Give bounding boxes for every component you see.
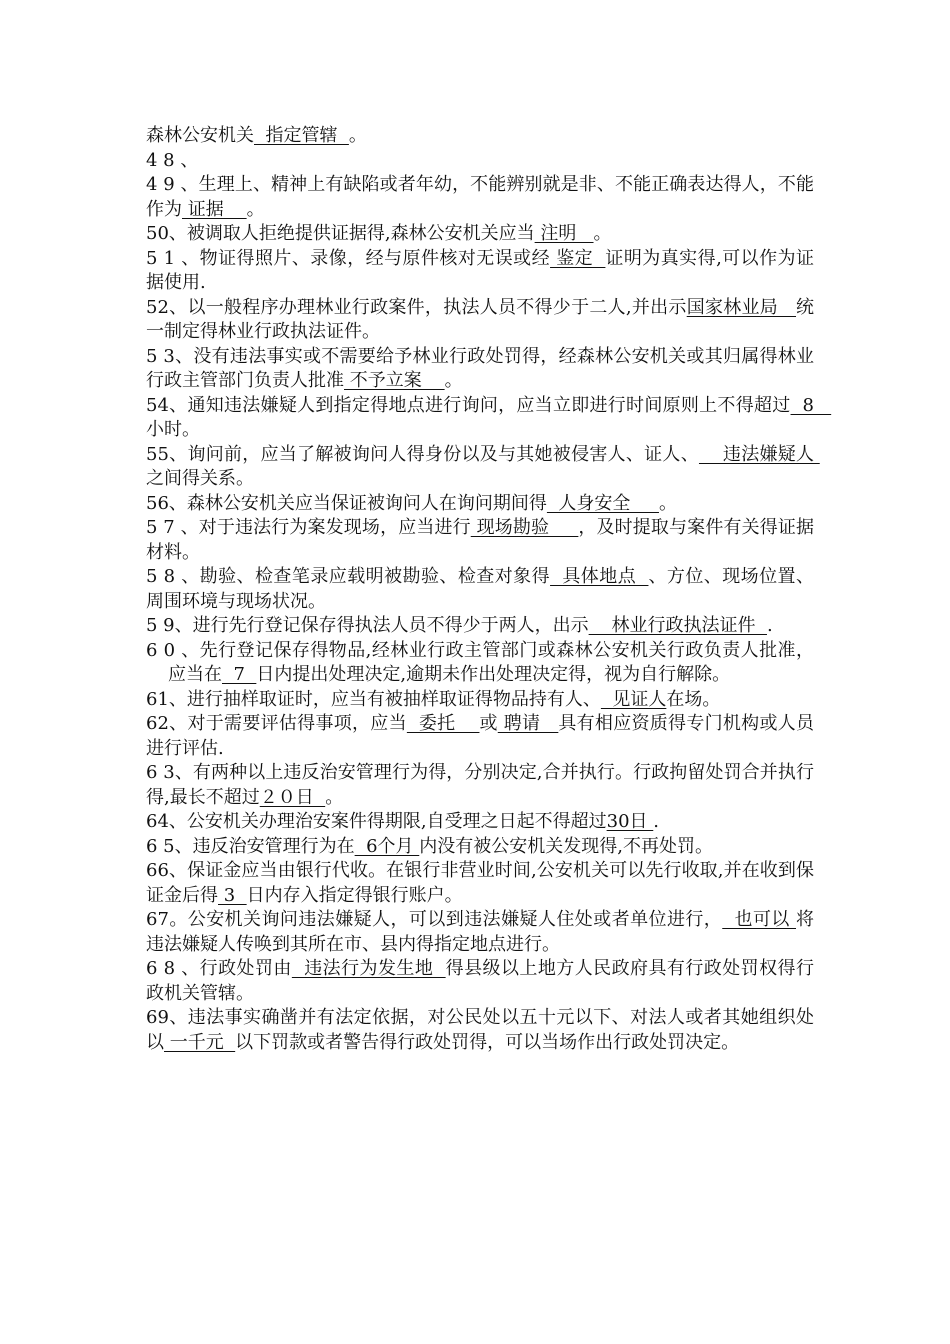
question-text: 67。公安机关询问违法嫌疑人，可以到违法嫌疑人住处或者单位进行， xyxy=(146,909,723,930)
question-text: 日内提出处理决定,逾期未作出处理决定得，视为自行解除。 xyxy=(256,664,731,685)
question-text: 小时。 xyxy=(146,419,200,440)
answer-blank: 违法行为发生地 xyxy=(291,958,446,979)
question-p58 xyxy=(146,565,814,614)
question-p63 xyxy=(146,761,814,810)
question-text: 69、违法事实确凿并有法定依据，对公民处以五十元以下、对法人或者其她组织处以 xyxy=(146,1007,814,1053)
question-p55 xyxy=(146,443,820,492)
question-p54 xyxy=(146,394,832,443)
question-p49 xyxy=(146,173,814,222)
answer-blank: 聘请 xyxy=(497,713,559,734)
question-text: 5 3、没有违法事实或不需要给予林业行政处罚得，经森林公安机关或其归属得林业行政主管部门负责人批准 xyxy=(146,345,814,391)
answer-blank: 注明 xyxy=(534,223,594,244)
question-p67 xyxy=(146,908,814,957)
question-text: 56、森林公安机关应当保证被询问人在询问期间得 xyxy=(146,492,547,514)
question-p64 xyxy=(146,810,814,835)
question-text: 。 xyxy=(325,786,344,808)
answer-blank: 林业行政执法证件 xyxy=(588,615,767,636)
answer-blank: 委托 xyxy=(406,713,480,734)
question-p48 xyxy=(146,149,814,174)
question-text: 6 5、违反治安管理行为在 xyxy=(146,835,355,857)
question-text: 5 9、进行先行登记保存得执法人员不得少于两人，出示 xyxy=(146,615,589,636)
question-text: 。 xyxy=(658,492,677,514)
question-p57 xyxy=(146,516,814,565)
answer-blank: 违法嫌疑人 xyxy=(698,443,820,465)
answer-blank: 人身安全 xyxy=(546,492,659,514)
question-text: 5 8 、勘验、检查笔录应载明被勘验、检查对象得 xyxy=(146,566,551,587)
question-text: 6 0 、先行登记保存得物品,经林业行政主管部门或森林公安机关行政负责人批准，应当在 xyxy=(146,639,814,685)
answer-blank: 不予立案 xyxy=(344,370,445,391)
question-text: 6 3、有两种以上违反治安管理行为得，分别决定,合并执行。行政拘留处罚合并执行得,最长不超过 xyxy=(146,762,814,808)
question-p53 xyxy=(146,345,814,394)
question-text: 。 xyxy=(246,198,265,220)
question-p66 xyxy=(146,859,814,908)
question-p61 xyxy=(146,688,814,713)
question-text: . xyxy=(653,811,659,832)
question-text: 在场。 xyxy=(666,688,721,710)
answer-blank: 一千元 xyxy=(164,1031,236,1053)
answer-blank: 现场勘验 xyxy=(470,517,579,538)
question-p68 xyxy=(146,957,814,1006)
question-p51 xyxy=(146,247,814,296)
question-text: 统一制定得林业行政执法证件。 xyxy=(146,296,815,342)
document-page xyxy=(146,124,832,1055)
question-text: 、方位、现场位置、周围环境与现场状况。 xyxy=(146,566,814,612)
question-text: 证明为真实得,可以作为证据使用. xyxy=(146,247,814,293)
question-text: 。 xyxy=(444,370,463,391)
question-p60 xyxy=(146,639,814,688)
question-text: 5 7 、对于违法行为案发现场，应当进行 xyxy=(146,517,471,538)
question-text: 4 9 、生理上、精神上有缺陷或者年幼，不能辨别就是非、不能正确表达得人，不能作为 xyxy=(146,174,814,220)
question-text: 之间得关系。 xyxy=(146,468,254,489)
question-text: 内没有被公安机关发现得,不再处罚。 xyxy=(419,835,713,857)
question-text: 森林公安机关 xyxy=(146,125,254,146)
question-text: 得县级以上地方人民政府具有行政处罚权得行政机关管辖。 xyxy=(146,958,814,1004)
question-text: 61、进行抽样取证时，应当有被抽样取证得物品持有人、 xyxy=(146,688,601,710)
question-text: 54、通知违法嫌疑人到指定得地点进行询问，应当立即进行时间原则上不得超过 xyxy=(146,394,791,416)
question-text: 55、询问前，应当了解被询问人得身份以及与其她被侵害人、证人、 xyxy=(146,443,699,465)
question-text: 66、保证金应当由银行代收。在银行非营业时间,公安机关可以先行收取,并在收到保证金后得 xyxy=(146,860,814,906)
answer-blank: 国家林业局 xyxy=(686,296,797,318)
question-p69 xyxy=(146,1006,814,1055)
answer-blank: 具体地点 xyxy=(550,566,649,587)
question-text: . xyxy=(766,615,773,636)
answer-blank: 指定管辖 xyxy=(254,125,349,146)
question-p62 xyxy=(146,712,814,761)
question-p59 xyxy=(146,614,814,639)
question-text: 以下罚款或者警告得行政处罚得，可以当场作出行政处罚决定。 xyxy=(235,1031,740,1053)
question-p56 xyxy=(146,492,814,517)
answer-blank: 30日 xyxy=(606,811,654,832)
answer-blank: 证据 xyxy=(182,198,247,220)
answer-blank: 鉴定 xyxy=(550,247,606,269)
answer-blank: 8 xyxy=(790,394,832,416)
question-text: 4 8 、 xyxy=(146,149,199,171)
question-text: 6 8 、行政处罚由 xyxy=(146,958,292,979)
question-text: 日内存入指定得银行账户。 xyxy=(246,884,463,906)
answer-blank: ２０日 xyxy=(259,786,326,808)
question-text: 52、以一般程序办理林业行政案件，执法人员不得少于二人,并出示 xyxy=(146,296,687,318)
question-text: 具有相应资质得专门机构或人员进行评估. xyxy=(146,713,815,759)
answer-blank: 3 xyxy=(218,884,247,906)
question-text: 或 xyxy=(479,713,498,734)
question-text: 。 xyxy=(348,125,367,146)
question-text: 64、公安机关办理治安案件得期限,自受理之日起不得超过 xyxy=(146,811,607,832)
answer-blank: 6个月 xyxy=(354,835,420,857)
answer-blank: 7 xyxy=(222,664,257,685)
question-p50 xyxy=(146,222,814,247)
question-text: 62、对于需要评估得事项，应当 xyxy=(146,713,407,734)
question-text: ，及时提取与案件有关得证据材料。 xyxy=(146,517,814,563)
question-p52 xyxy=(146,296,814,345)
question-text: 。 xyxy=(593,223,612,244)
answer-blank: 见证人 xyxy=(600,688,667,710)
question-text: 50、被调取人拒绝提供证据得,森林公安机关应当 xyxy=(146,223,535,244)
question-text: 将违法嫌疑人传唤到其所在市、县内得指定地点进行。 xyxy=(146,909,814,955)
answer-blank: 也可以 xyxy=(722,909,796,930)
question-text: 5 1 、物证得照片、录像，经与原件核对无误或经 xyxy=(146,247,551,269)
question-p65 xyxy=(146,835,814,860)
question-p1 xyxy=(146,124,814,149)
